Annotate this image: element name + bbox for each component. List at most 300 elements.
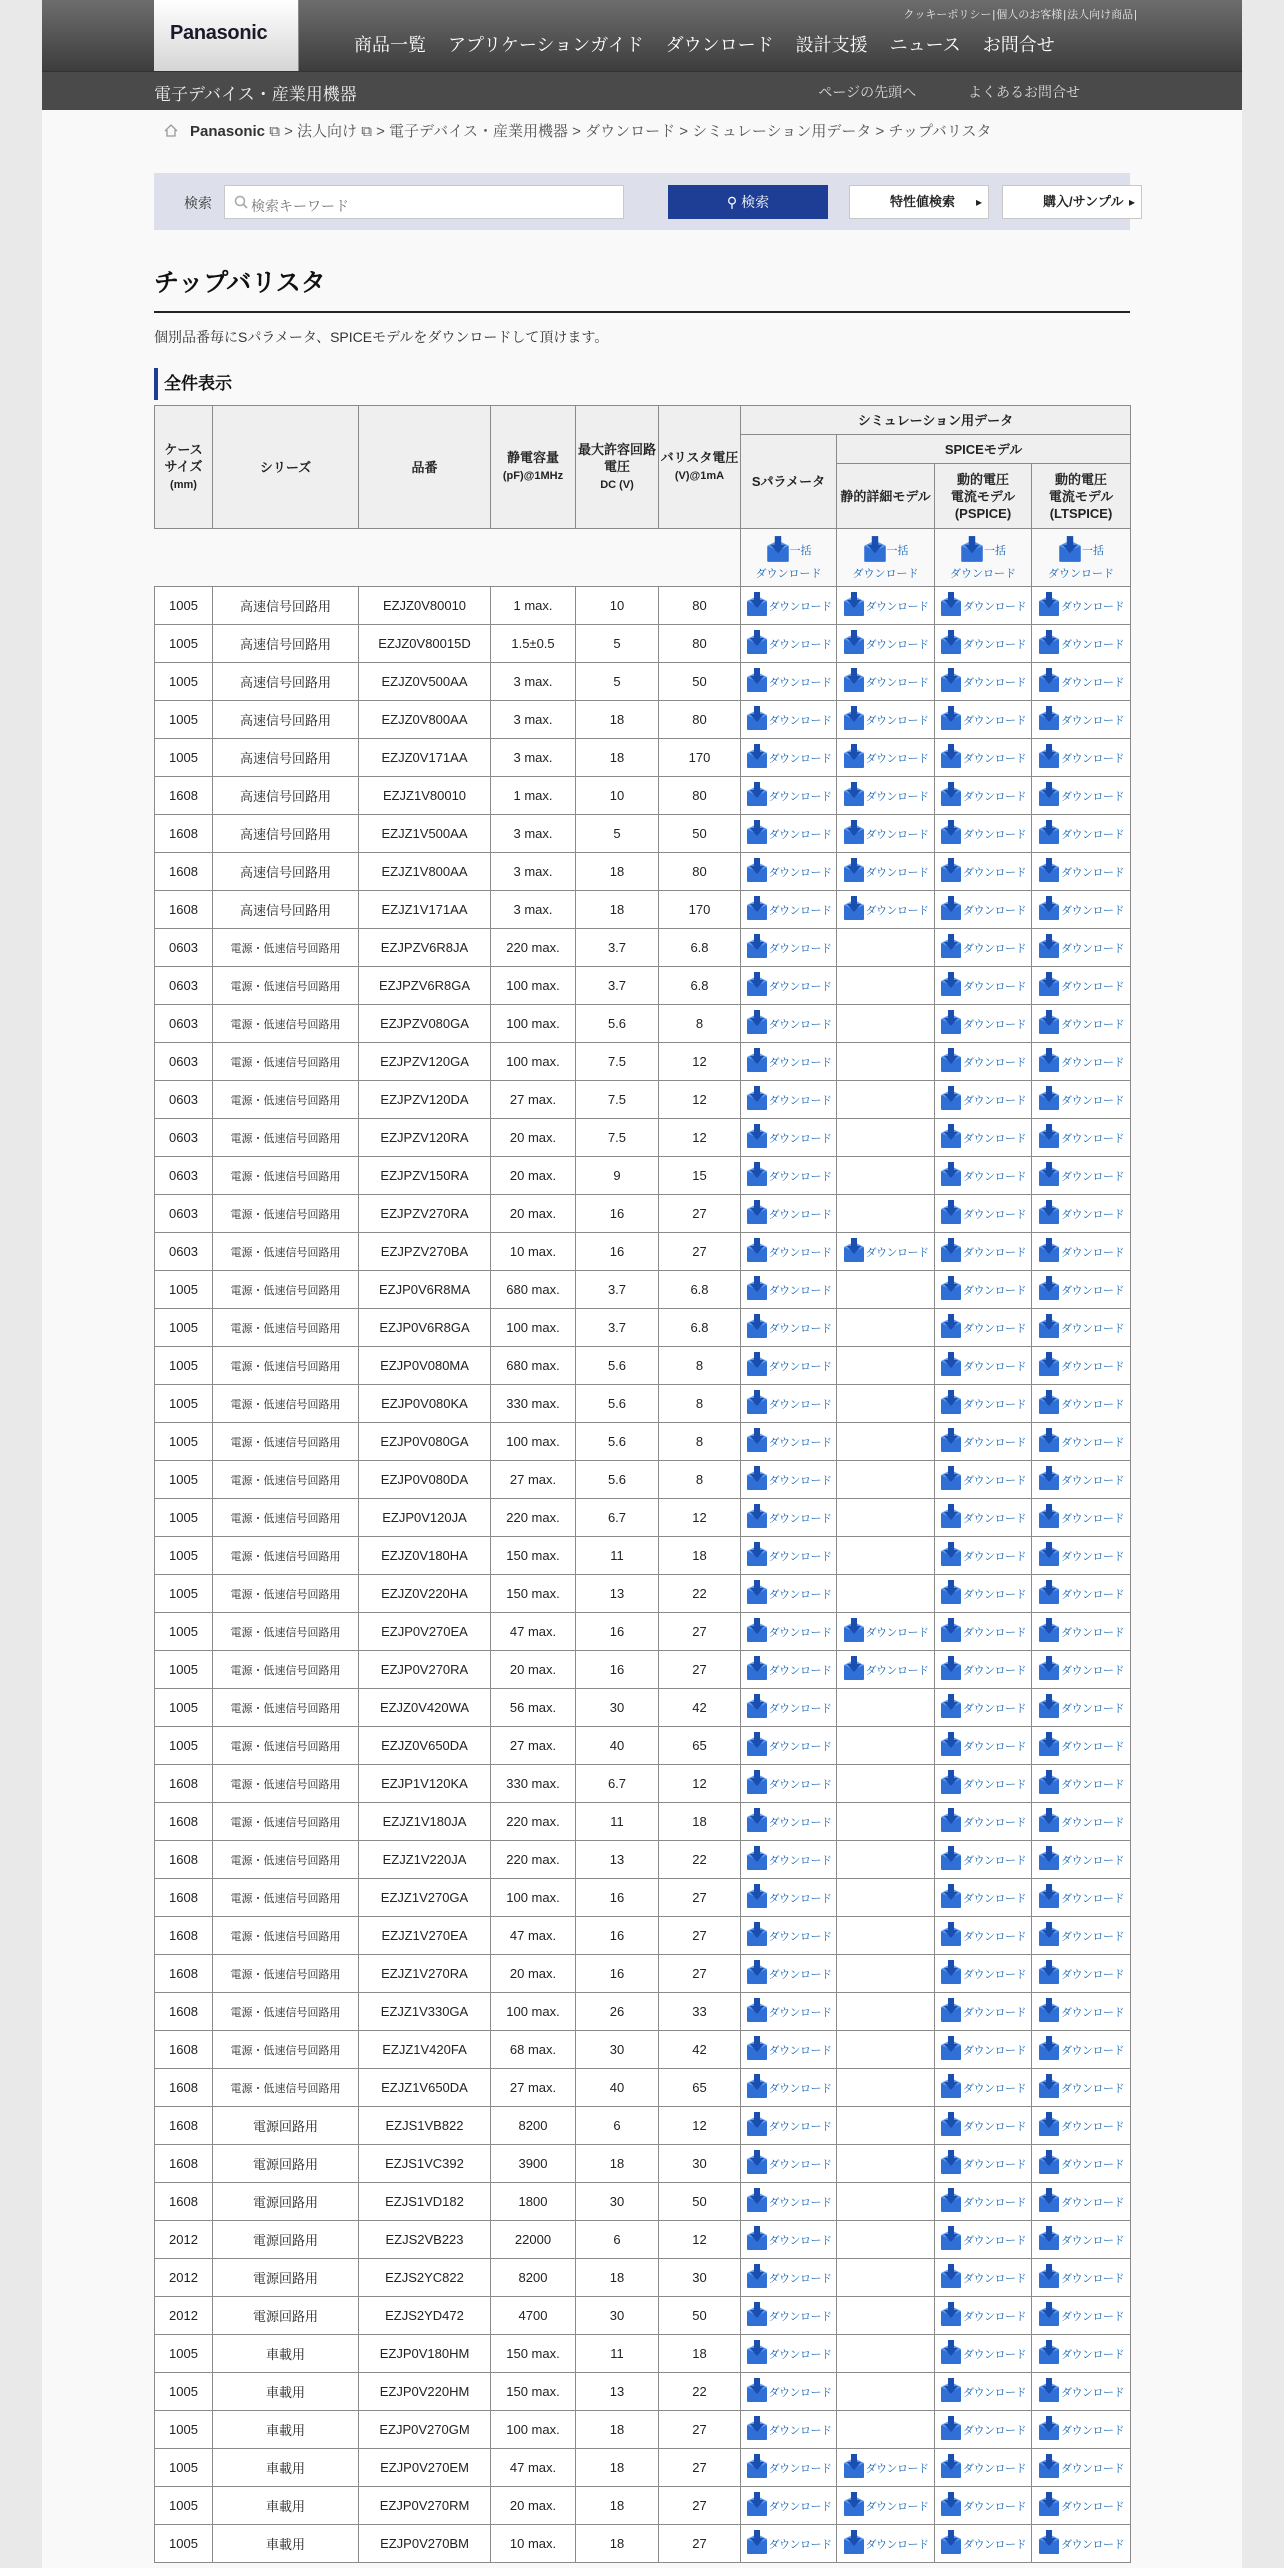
download-s-parameter-cell[interactable] [741, 663, 837, 701]
breadcrumb-download[interactable]: ダウンロード [585, 123, 676, 140]
download-pspice-link[interactable] [940, 1503, 1026, 1532]
download-ltspice-link[interactable] [1038, 933, 1124, 962]
download-ltspice-link[interactable] [1038, 819, 1124, 848]
download-ltspice-link[interactable] [1038, 1427, 1124, 1456]
download-static-model-link[interactable] [843, 895, 929, 924]
download-pspice-link[interactable] [940, 705, 1026, 734]
download-ltspice-cell[interactable] [1032, 2335, 1131, 2373]
download-pspice-link[interactable] [940, 1845, 1026, 1874]
download-pspice-link[interactable] [940, 1617, 1026, 1646]
download-s-parameter-cell[interactable] [741, 1651, 837, 1689]
download-s-parameter-link[interactable] [746, 2149, 832, 2178]
download-ltspice-cell[interactable] [1032, 1803, 1131, 1841]
download-ltspice-cell[interactable] [1032, 891, 1131, 929]
download-ltspice-cell[interactable] [1032, 1499, 1131, 1537]
download-ltspice-link[interactable] [1038, 629, 1124, 658]
download-ltspice-cell[interactable] [1032, 1841, 1131, 1879]
download-static-model-cell[interactable] [837, 815, 935, 853]
download-s-parameter-cell[interactable] [741, 1195, 837, 1233]
download-static-model-cell[interactable] [837, 891, 935, 929]
download-s-parameter-link[interactable] [746, 933, 832, 962]
nav-application-guide[interactable]: アプリケーションガイド [448, 35, 644, 55]
download-pspice-cell[interactable] [935, 1651, 1032, 1689]
download-ltspice-link[interactable] [1038, 1693, 1124, 1722]
download-pspice-cell[interactable] [935, 2449, 1032, 2487]
download-s-parameter-cell[interactable] [741, 1537, 837, 1575]
download-pspice-link[interactable] [940, 2529, 1026, 2558]
download-static-model-cell[interactable] [837, 701, 935, 739]
download-pspice-link[interactable] [940, 1541, 1026, 1570]
download-s-parameter-link[interactable] [746, 1389, 832, 1418]
download-s-parameter-link[interactable] [746, 1655, 832, 1684]
download-pspice-cell[interactable] [935, 701, 1032, 739]
download-static-model-link[interactable] [843, 743, 929, 772]
download-s-parameter-cell[interactable] [741, 1157, 837, 1195]
download-pspice-cell[interactable] [935, 2069, 1032, 2107]
download-pspice-cell[interactable] [935, 1347, 1032, 1385]
download-pspice-link[interactable] [940, 1009, 1026, 1038]
download-s-parameter-link[interactable] [746, 1503, 832, 1532]
download-pspice-cell[interactable] [935, 2297, 1032, 2335]
download-pspice-cell[interactable] [935, 587, 1032, 625]
nav-products[interactable]: 商品一覧 [354, 35, 426, 55]
download-ltspice-cell[interactable] [1032, 1081, 1131, 1119]
download-ltspice-cell[interactable] [1032, 777, 1131, 815]
download-pspice-link[interactable] [940, 1199, 1026, 1228]
download-pspice-cell[interactable] [935, 1233, 1032, 1271]
download-pspice-link[interactable] [940, 2453, 1026, 2482]
download-s-parameter-link[interactable] [746, 1845, 832, 1874]
bulk-download-s-parameter[interactable] [741, 529, 837, 587]
download-static-model-cell[interactable] [837, 853, 935, 891]
download-ltspice-link[interactable] [1038, 1845, 1124, 1874]
download-s-parameter-link[interactable] [746, 857, 832, 886]
download-ltspice-link[interactable] [1038, 1313, 1124, 1342]
download-s-parameter-link[interactable] [746, 667, 832, 696]
download-pspice-cell[interactable] [935, 1195, 1032, 1233]
download-ltspice-cell[interactable] [1032, 1385, 1131, 1423]
download-s-parameter-cell[interactable] [741, 815, 837, 853]
download-static-model-cell[interactable] [837, 777, 935, 815]
download-ltspice-link[interactable] [1038, 1351, 1124, 1380]
download-s-parameter-cell[interactable] [741, 891, 837, 929]
download-s-parameter-cell[interactable] [741, 587, 837, 625]
download-ltspice-cell[interactable] [1032, 2145, 1131, 2183]
download-s-parameter-link[interactable] [746, 2339, 832, 2368]
download-ltspice-cell[interactable] [1032, 1005, 1131, 1043]
download-s-parameter-link[interactable] [746, 819, 832, 848]
download-s-parameter-cell[interactable] [741, 1689, 837, 1727]
download-ltspice-link[interactable] [1038, 1047, 1124, 1076]
download-pspice-cell[interactable] [935, 1119, 1032, 1157]
download-ltspice-link[interactable] [1038, 1541, 1124, 1570]
download-s-parameter-link[interactable] [746, 2263, 832, 2292]
download-s-parameter-link[interactable] [746, 2529, 832, 2558]
download-pspice-cell[interactable] [935, 2259, 1032, 2297]
download-static-model-link[interactable] [843, 819, 929, 848]
nav-contact[interactable]: お問合せ [982, 35, 1055, 55]
download-s-parameter-link[interactable] [746, 743, 832, 772]
download-ltspice-link[interactable] [1038, 1123, 1124, 1152]
download-ltspice-cell[interactable] [1032, 1461, 1131, 1499]
download-pspice-cell[interactable] [935, 2031, 1032, 2069]
download-pspice-link[interactable] [940, 2187, 1026, 2216]
download-pspice-cell[interactable] [935, 1841, 1032, 1879]
download-pspice-cell[interactable] [935, 2487, 1032, 2525]
download-pspice-link[interactable] [940, 1389, 1026, 1418]
download-s-parameter-cell[interactable] [741, 777, 837, 815]
download-s-parameter-link[interactable] [746, 1275, 832, 1304]
download-static-model-link[interactable] [843, 781, 929, 810]
download-ltspice-cell[interactable] [1032, 2525, 1131, 2563]
download-pspice-link[interactable] [940, 1731, 1026, 1760]
download-ltspice-cell[interactable] [1032, 2069, 1131, 2107]
download-s-parameter-cell[interactable] [741, 2221, 837, 2259]
download-pspice-link[interactable] [940, 629, 1026, 658]
download-ltspice-cell[interactable] [1032, 1347, 1131, 1385]
download-s-parameter-link[interactable] [746, 1693, 832, 1722]
download-pspice-link[interactable] [940, 1921, 1026, 1950]
download-ltspice-cell[interactable] [1032, 2487, 1131, 2525]
download-s-parameter-link[interactable] [746, 2187, 832, 2216]
download-ltspice-cell[interactable] [1032, 625, 1131, 663]
download-pspice-cell[interactable] [935, 2183, 1032, 2221]
download-s-parameter-link[interactable] [746, 2491, 832, 2520]
download-s-parameter-link[interactable] [746, 1921, 832, 1950]
download-ltspice-cell[interactable] [1032, 2221, 1131, 2259]
download-pspice-cell[interactable] [935, 815, 1032, 853]
download-s-parameter-link[interactable] [746, 1161, 832, 1190]
download-pspice-link[interactable] [940, 1579, 1026, 1608]
download-s-parameter-link[interactable] [746, 2073, 832, 2102]
download-pspice-link[interactable] [940, 1807, 1026, 1836]
download-pspice-link[interactable] [940, 2149, 1026, 2178]
download-s-parameter-cell[interactable] [741, 739, 837, 777]
download-ltspice-link[interactable] [1038, 1085, 1124, 1114]
download-ltspice-link[interactable] [1038, 1883, 1124, 1912]
home-icon[interactable] [164, 124, 178, 137]
download-ltspice-cell[interactable] [1032, 1879, 1131, 1917]
download-pspice-link[interactable] [940, 2035, 1026, 2064]
download-ltspice-link[interactable] [1038, 1275, 1124, 1304]
download-static-model-link[interactable] [843, 629, 929, 658]
download-ltspice-cell[interactable] [1032, 663, 1131, 701]
download-s-parameter-cell[interactable] [741, 1613, 837, 1651]
download-ltspice-link[interactable] [1038, 591, 1124, 620]
download-ltspice-cell[interactable] [1032, 1993, 1131, 2031]
download-s-parameter-link[interactable] [746, 2415, 832, 2444]
download-ltspice-link[interactable] [1038, 1997, 1124, 2026]
download-s-parameter-cell[interactable] [741, 2031, 837, 2069]
download-ltspice-link[interactable] [1038, 971, 1124, 1000]
download-ltspice-cell[interactable] [1032, 1689, 1131, 1727]
download-pspice-cell[interactable] [935, 2221, 1032, 2259]
download-s-parameter-cell[interactable] [741, 1955, 837, 1993]
download-ltspice-link[interactable] [1038, 2339, 1124, 2368]
download-ltspice-cell[interactable] [1032, 739, 1131, 777]
download-ltspice-link[interactable] [1038, 1161, 1124, 1190]
download-s-parameter-link[interactable] [746, 1883, 832, 1912]
download-pspice-cell[interactable] [935, 1423, 1032, 1461]
download-pspice-cell[interactable] [935, 1499, 1032, 1537]
download-ltspice-cell[interactable] [1032, 815, 1131, 853]
download-ltspice-link[interactable] [1038, 857, 1124, 886]
download-pspice-link[interactable] [940, 895, 1026, 924]
nav-news[interactable]: ニュース [889, 35, 961, 55]
download-s-parameter-cell[interactable] [741, 1727, 837, 1765]
download-s-parameter-cell[interactable] [741, 1575, 837, 1613]
download-pspice-cell[interactable] [935, 1993, 1032, 2031]
download-s-parameter-link[interactable] [746, 1769, 832, 1798]
download-s-parameter-link[interactable] [746, 1465, 832, 1494]
download-s-parameter-cell[interactable] [741, 853, 837, 891]
download-static-model-link[interactable] [843, 1237, 929, 1266]
download-s-parameter-cell[interactable] [741, 2069, 837, 2107]
download-s-parameter-cell[interactable] [741, 2373, 837, 2411]
download-ltspice-cell[interactable] [1032, 853, 1131, 891]
utility-link-business[interactable]: 法人向け商品 [1067, 9, 1134, 21]
download-ltspice-link[interactable] [1038, 1731, 1124, 1760]
download-pspice-link[interactable] [940, 1693, 1026, 1722]
breadcrumb-devices[interactable]: 電子デバイス・産業用機器 [389, 123, 568, 140]
download-pspice-cell[interactable] [935, 853, 1032, 891]
download-ltspice-cell[interactable] [1032, 2031, 1131, 2069]
download-static-model-link[interactable] [843, 591, 929, 620]
download-s-parameter-cell[interactable] [741, 1233, 837, 1271]
download-pspice-cell[interactable] [935, 2335, 1032, 2373]
download-ltspice-link[interactable] [1038, 2149, 1124, 2178]
download-s-parameter-link[interactable] [746, 1351, 832, 1380]
download-pspice-cell[interactable] [935, 1575, 1032, 1613]
download-pspice-link[interactable] [940, 1465, 1026, 1494]
download-ltspice-link[interactable] [1038, 1503, 1124, 1532]
download-static-model-link[interactable] [843, 667, 929, 696]
download-pspice-cell[interactable] [935, 1727, 1032, 1765]
download-pspice-cell[interactable] [935, 1385, 1032, 1423]
download-pspice-link[interactable] [940, 1275, 1026, 1304]
download-ltspice-link[interactable] [1038, 2453, 1124, 2482]
download-ltspice-link[interactable] [1038, 1199, 1124, 1228]
download-s-parameter-cell[interactable] [741, 1461, 837, 1499]
download-pspice-link[interactable] [940, 1313, 1026, 1342]
download-s-parameter-cell[interactable] [741, 2411, 837, 2449]
download-pspice-cell[interactable] [935, 1309, 1032, 1347]
download-ltspice-link[interactable] [1038, 705, 1124, 734]
download-s-parameter-cell[interactable] [741, 2259, 837, 2297]
download-s-parameter-cell[interactable] [741, 1803, 837, 1841]
download-ltspice-link[interactable] [1038, 667, 1124, 696]
download-static-model-cell[interactable] [837, 587, 935, 625]
download-s-parameter-cell[interactable] [741, 1043, 837, 1081]
breadcrumb-simulation[interactable]: シミュレーション用データ [692, 123, 872, 140]
download-pspice-link[interactable] [940, 1123, 1026, 1152]
download-ltspice-link[interactable] [1038, 1465, 1124, 1494]
download-s-parameter-cell[interactable] [741, 1917, 837, 1955]
download-s-parameter-link[interactable] [746, 1427, 832, 1456]
download-ltspice-cell[interactable] [1032, 2297, 1131, 2335]
utility-link-personal[interactable]: 個人のお客様 [996, 9, 1063, 21]
download-pspice-cell[interactable] [935, 777, 1032, 815]
download-ltspice-link[interactable] [1038, 1655, 1124, 1684]
download-ltspice-cell[interactable] [1032, 1613, 1131, 1651]
bulk-download-static[interactable] [837, 529, 935, 587]
download-pspice-link[interactable] [940, 743, 1026, 772]
download-ltspice-link[interactable] [1038, 2225, 1124, 2254]
download-s-parameter-cell[interactable] [741, 2107, 837, 2145]
download-s-parameter-cell[interactable] [741, 2449, 837, 2487]
download-s-parameter-link[interactable] [746, 1123, 832, 1152]
nav-design-support[interactable]: 設計支援 [795, 35, 868, 55]
download-pspice-link[interactable] [940, 1959, 1026, 1988]
download-ltspice-cell[interactable] [1032, 1195, 1131, 1233]
panasonic-logo[interactable] [154, 0, 299, 71]
search-button[interactable] [668, 185, 828, 219]
download-s-parameter-cell[interactable] [741, 1347, 837, 1385]
download-ltspice-cell[interactable] [1032, 967, 1131, 1005]
download-ltspice-link[interactable] [1038, 2491, 1124, 2520]
download-s-parameter-cell[interactable] [741, 1119, 837, 1157]
download-s-parameter-link[interactable] [746, 629, 832, 658]
page-top-link[interactable]: ページの先頭へ [818, 84, 917, 100]
download-pspice-cell[interactable] [935, 1955, 1032, 1993]
download-static-model-link[interactable] [843, 2453, 929, 2482]
download-pspice-cell[interactable] [935, 1081, 1032, 1119]
download-s-parameter-link[interactable] [746, 1085, 832, 1114]
download-ltspice-link[interactable] [1038, 2377, 1124, 2406]
download-ltspice-cell[interactable] [1032, 1575, 1131, 1613]
download-s-parameter-cell[interactable] [741, 2487, 837, 2525]
download-ltspice-link[interactable] [1038, 1579, 1124, 1608]
download-ltspice-link[interactable] [1038, 1237, 1124, 1266]
faq-link[interactable]: よくあるお問合せ [968, 84, 1080, 100]
download-static-model-cell[interactable] [837, 2487, 935, 2525]
download-ltspice-cell[interactable] [1032, 1423, 1131, 1461]
download-pspice-cell[interactable] [935, 2525, 1032, 2563]
download-pspice-cell[interactable] [935, 929, 1032, 967]
purchase-sample-button[interactable]: 購入/サンプル ▸ [1002, 185, 1142, 219]
download-ltspice-link[interactable] [1038, 1959, 1124, 1988]
download-s-parameter-link[interactable] [746, 1807, 832, 1836]
download-s-parameter-link[interactable] [746, 2225, 832, 2254]
download-pspice-cell[interactable] [935, 967, 1032, 1005]
download-s-parameter-cell[interactable] [741, 1271, 837, 1309]
download-s-parameter-link[interactable] [746, 2111, 832, 2140]
download-pspice-link[interactable] [940, 1997, 1026, 2026]
download-s-parameter-cell[interactable] [741, 2335, 837, 2373]
download-s-parameter-cell[interactable] [741, 1993, 837, 2031]
download-s-parameter-cell[interactable] [741, 625, 837, 663]
download-pspice-cell[interactable] [935, 1803, 1032, 1841]
download-ltspice-link[interactable] [1038, 2263, 1124, 2292]
download-ltspice-cell[interactable] [1032, 1233, 1131, 1271]
download-ltspice-cell[interactable] [1032, 1651, 1131, 1689]
download-pspice-cell[interactable] [935, 2107, 1032, 2145]
bulk-download-ltspice[interactable] [1032, 529, 1131, 587]
download-ltspice-link[interactable] [1038, 743, 1124, 772]
download-pspice-cell[interactable] [935, 1157, 1032, 1195]
download-ltspice-cell[interactable] [1032, 1271, 1131, 1309]
download-pspice-link[interactable] [940, 2377, 1026, 2406]
download-s-parameter-cell[interactable] [741, 2297, 837, 2335]
download-ltspice-link[interactable] [1038, 1617, 1124, 1646]
bulk-download-pspice[interactable] [935, 529, 1032, 587]
download-s-parameter-link[interactable] [746, 1997, 832, 2026]
download-s-parameter-cell[interactable] [741, 1423, 837, 1461]
download-pspice-link[interactable] [940, 2263, 1026, 2292]
download-ltspice-link[interactable] [1038, 2529, 1124, 2558]
download-static-model-link[interactable] [843, 857, 929, 886]
download-s-parameter-cell[interactable] [741, 1005, 837, 1043]
download-pspice-cell[interactable] [935, 2145, 1032, 2183]
download-static-model-cell[interactable] [837, 2525, 935, 2563]
download-pspice-cell[interactable] [935, 1043, 1032, 1081]
download-ltspice-cell[interactable] [1032, 2449, 1131, 2487]
download-ltspice-cell[interactable] [1032, 1537, 1131, 1575]
spec-search-button[interactable]: 特性値検索 ▸ [849, 185, 989, 219]
download-s-parameter-link[interactable] [746, 895, 832, 924]
download-pspice-cell[interactable] [935, 1005, 1032, 1043]
download-pspice-cell[interactable] [935, 1613, 1032, 1651]
download-s-parameter-cell[interactable] [741, 2145, 837, 2183]
download-static-model-link[interactable] [843, 1617, 929, 1646]
download-ltspice-cell[interactable] [1032, 587, 1131, 625]
download-s-parameter-link[interactable] [746, 2453, 832, 2482]
download-ltspice-cell[interactable] [1032, 2183, 1131, 2221]
download-static-model-cell[interactable] [837, 1613, 935, 1651]
download-pspice-link[interactable] [940, 1161, 1026, 1190]
download-s-parameter-link[interactable] [746, 1579, 832, 1608]
download-pspice-cell[interactable] [935, 1765, 1032, 1803]
download-static-model-link[interactable] [843, 2491, 929, 2520]
download-pspice-link[interactable] [940, 591, 1026, 620]
download-pspice-link[interactable] [940, 933, 1026, 962]
download-static-model-link[interactable] [843, 2529, 929, 2558]
download-static-model-cell[interactable] [837, 1651, 935, 1689]
download-ltspice-link[interactable] [1038, 2301, 1124, 2330]
download-static-model-cell[interactable] [837, 625, 935, 663]
download-static-model-link[interactable] [843, 705, 929, 734]
download-s-parameter-link[interactable] [746, 1731, 832, 1760]
download-pspice-cell[interactable] [935, 891, 1032, 929]
download-pspice-link[interactable] [940, 2225, 1026, 2254]
download-ltspice-link[interactable] [1038, 2111, 1124, 2140]
download-ltspice-link[interactable] [1038, 2035, 1124, 2064]
download-pspice-link[interactable] [940, 1085, 1026, 1114]
download-pspice-cell[interactable] [935, 2411, 1032, 2449]
download-s-parameter-link[interactable] [746, 591, 832, 620]
breadcrumb-business[interactable]: 法人向け [297, 123, 358, 140]
download-s-parameter-cell[interactable] [741, 1879, 837, 1917]
download-pspice-link[interactable] [940, 1655, 1026, 1684]
download-s-parameter-cell[interactable] [741, 701, 837, 739]
download-s-parameter-link[interactable] [746, 1959, 832, 1988]
download-pspice-cell[interactable] [935, 2373, 1032, 2411]
download-s-parameter-link[interactable] [746, 705, 832, 734]
download-static-model-cell[interactable] [837, 2449, 935, 2487]
download-s-parameter-link[interactable] [746, 2377, 832, 2406]
download-s-parameter-link[interactable] [746, 1237, 832, 1266]
download-ltspice-cell[interactable] [1032, 2259, 1131, 2297]
download-s-parameter-link[interactable] [746, 1313, 832, 1342]
download-s-parameter-cell[interactable] [741, 2525, 837, 2563]
download-pspice-cell[interactable] [935, 1689, 1032, 1727]
download-s-parameter-link[interactable] [746, 1199, 832, 1228]
download-pspice-link[interactable] [940, 2491, 1026, 2520]
download-pspice-link[interactable] [940, 1883, 1026, 1912]
download-pspice-link[interactable] [940, 1427, 1026, 1456]
search-input[interactable] [224, 185, 624, 219]
download-pspice-cell[interactable] [935, 663, 1032, 701]
